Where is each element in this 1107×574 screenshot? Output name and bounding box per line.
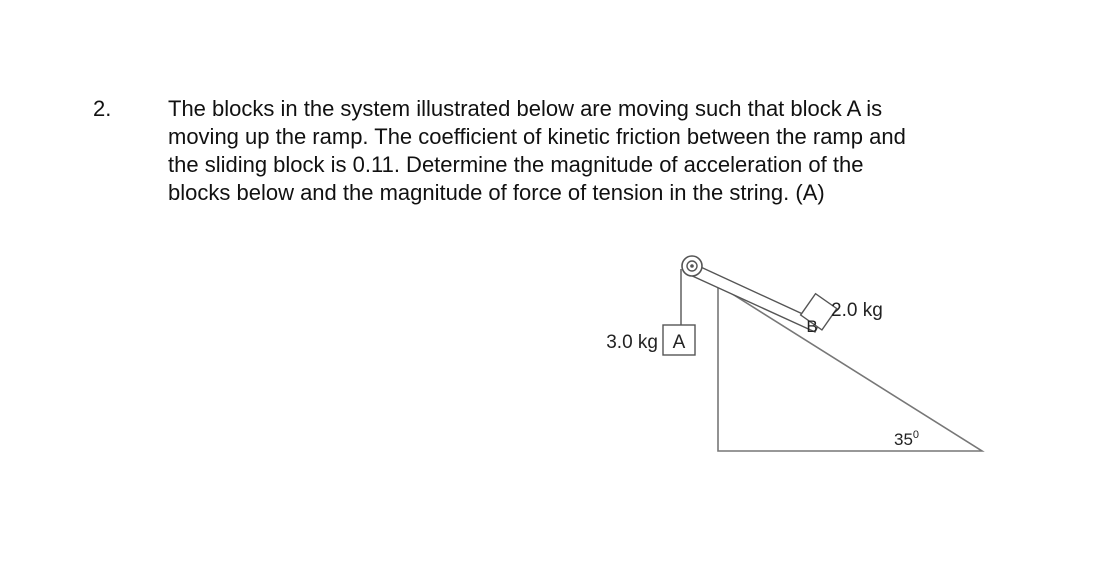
question-number: 2. [93,96,112,121]
block-b-letter: B [806,317,818,336]
angle-label [894,429,919,449]
block-b-mass-label: 2.0 kg [831,300,883,321]
pulley-beam [688,263,820,332]
block-a-mass-label: 3.0 kg [606,332,658,353]
pulley-hub [690,264,694,268]
block-a-letter: A [672,332,686,353]
question-text-line: blocks below and the magnitude of force of tension in the string. (A) [168,180,825,205]
angle-value: 35 [894,430,913,449]
angle-degree-mark: 0 [912,429,920,441]
question-text-line: The blocks in the system illustrated below are moving such that block A is [168,96,883,121]
question-text-line: moving up the ramp. The coefficient of kinetic friction between the ramp and [168,124,906,149]
question-text-line: the sliding block is 0.11. Determine the magnitude of acceleration of the [168,152,864,177]
